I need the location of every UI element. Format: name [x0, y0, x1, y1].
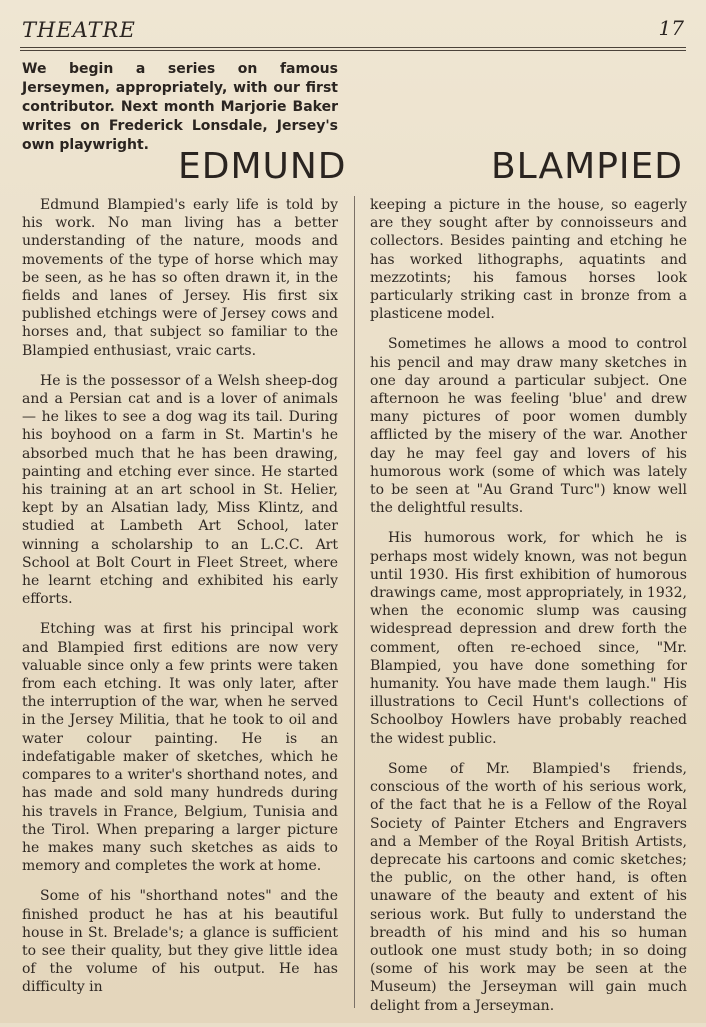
- headline-first-name: EDMUND: [178, 146, 347, 187]
- article-paragraph: His humorous work, for which he is perhaps most widely known, was not begun until 1930. His first exhibition of humorous drawings came, most appropriately, in 1932, when the economic slump was causing widespread depression and drew forth the comment, often re-echoed since, "Mr. Blampied, you have done something for humanity. You have made them laugh." His illustrations to Cecil Hunt's collections of Schoolboy Howlers have probably reached the widest public.: [370, 530, 687, 747]
- article-paragraph: Some of his "shorthand notes" and the finished product he has at his beautiful house in St. Brelade's; a glance is sufficient to see their quality, but they give little idea of the volume of his output. He has difficulty in: [22, 888, 338, 996]
- article-paragraph: Some of Mr. Blampied's friends, conscious of the worth of his serious work, of the fact that he is a Fellow of the Royal Society of Painter Etchers and Engravers and a Member of the Royal British Artists, deprecate his cartoons and comic sketches; the public, on the other hand, is often unaware of the beauty and extent of his serious work. But fully to understand the breadth of his mind and his so human outlook one must study both; in so doing (some of his work may be seen at the Museum) the Jerseyman will gain much delight from a Jerseyman.: [370, 760, 687, 1014]
- article-left-column: [22, 196, 338, 1009]
- article-headline: [178, 146, 683, 192]
- article-right-column: [370, 196, 687, 1027]
- intro-blurb: We begin a series on famous Jerseymen, appropriately, with our first contributor. Next month Marjorie Baker writes on Frederick Lonsdale, Jersey's own playwright.: [22, 61, 338, 153]
- article-paragraph-continued: keeping a picture in the house, so eagerly are they sought after by connoisseurs and collectors. Besides painting and etching he has worked lithographs, aquatints and mezzotints; his famous horses look particularly striking cast in bronze from a plasticene model.: [370, 197, 687, 323]
- headline-last-name: BLAMPIED: [490, 146, 683, 187]
- page-header: [22, 14, 684, 46]
- section-title: THEATRE: [22, 18, 136, 42]
- header-rule: [20, 47, 686, 51]
- article-paragraph: He is the possessor of a Welsh sheep-dog and a Persian cat and is a lover of animals — he likes to see a dog wag its tail. During his boyhood on a farm in St. Martin's he absorbed much that he has been drawing, painting and etching ever since. He started his training at an art school in St. Helier, kept by an Alsatian lady, Miss Klintz, and studied at Lambeth Art School, later winning a scholarship to an L.C.C. Art School at Bolt Court in Fleet Street, where he learnt etching and exhibited his early efforts.: [22, 372, 338, 608]
- article-paragraph: Sometimes he allows a mood to control his pencil and may draw many sketches in one day around a particular subject. One afternoon he was feeling 'blue' and drew many pictures of poor women dumbly afflicted by the misery of the war. Another day he may feel gay and lovers of his humorous work (some of which was lately to be seen at "Au Grand Turc") know well the delightful results.: [370, 336, 687, 517]
- column-divider: [354, 196, 355, 1008]
- article-paragraph: Etching was at first his principal work and Blampied first editions are now very valuable since only a few prints were taken from each etching. It was only later, after the interruption of the war, when he served in the Jersey Militia, that he took to oil and water colour painting. He is an indefatigable maker of sketches, which he compares to a writer's shorthand notes, and has made and sold many hundreds during his travels in France, Belgium, Tunisia and the Tirol. When preparing a larger picture he makes many such sketches as aids to memory and completes the work at home.: [22, 621, 338, 875]
- article-paragraph: Edmund Blampied's early life is told by his work. No man living has a better understanding of the nature, moods and movements of the type of horse which may be seen, as he has so often drawn it, in the fields and lanes of Jersey. His first six published etchings were of Jersey cows and horses and, that subject so familiar to the Blampied enthusiast, vraic carts.: [22, 197, 338, 359]
- page-number: 17: [658, 16, 684, 40]
